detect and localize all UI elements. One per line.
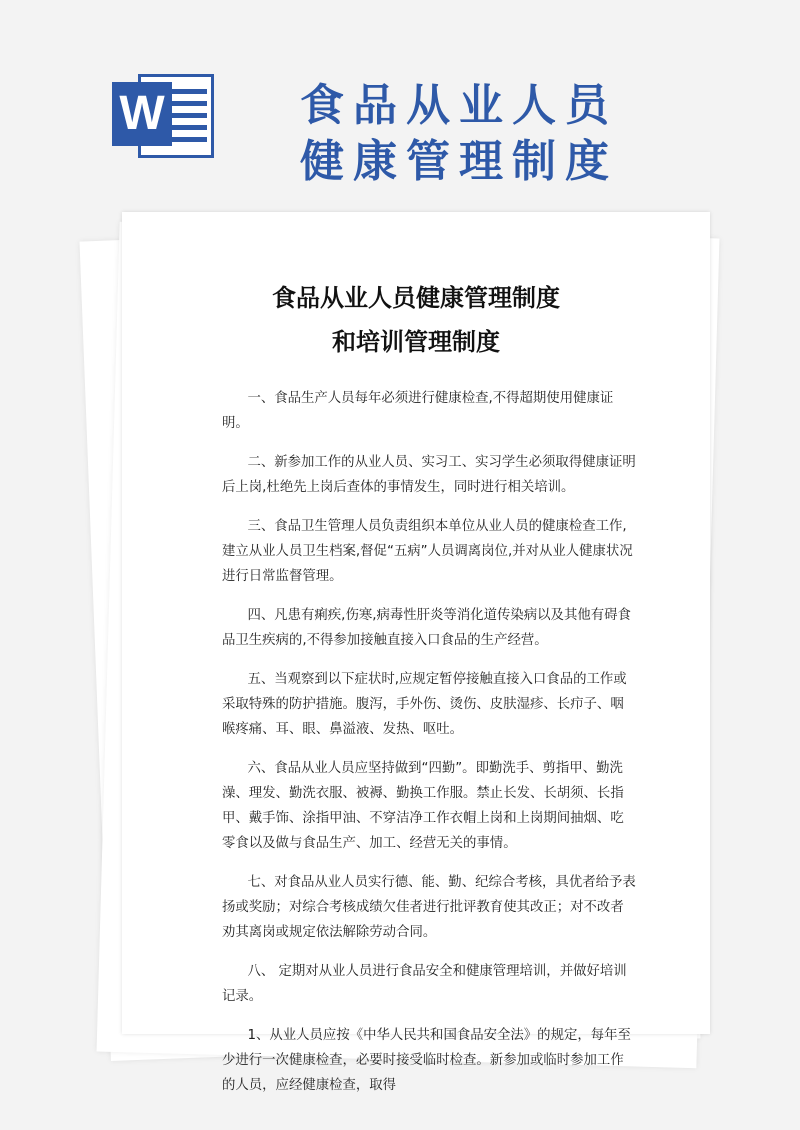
document-page [122, 212, 710, 1093]
paragraph-5: 五、当观察到以下症状时,应规定暂停接触直接入口食品的工作或采取特殊的防护措施。腹泻，手外伤、烫伤、皮肤湿疹、长疖子、咽喉疼痛、耳、眼、鼻溢液、发热、呕吐。 [222, 672, 627, 737]
banner-headline [300, 78, 618, 190]
paragraph-2: 二、新参加工作的从业人员、实习工、实习学生必须取得健康证明后上岗,杜绝先上岗后查体的事情发生，同时进行相关培训。 [222, 455, 636, 495]
headline-line-1: 食品从业人员 [300, 80, 618, 131]
paragraph-9: 1、从业人员应按《中华人民共和国食品安全法》的规定，每年至少进行一次健康检查，必要时接受临时检查。新参加或临时参加工作的人员，应经健康检查，取得 [222, 1028, 631, 1093]
document-body [122, 386, 710, 1098]
banner [0, 0, 800, 200]
paragraph-8: 八、 定期对从业人员进行食品安全和健康管理培训，并做好培训记录。 [222, 964, 627, 1004]
paragraph-7: 七、对食品从业人员实行德、能、勤、纪综合考核，具优者给予表扬或奖励；对综合考核成绩欠佳者进行批评教育使其改正；对不改者劝其离岗或规定依法解除劳动合同。 [222, 875, 636, 940]
headline-line-2: 健康管理制度 [300, 136, 618, 187]
paragraph-3: 三、食品卫生管理人员负责组织本单位从业人员的健康检查工作,建立从业人员卫生档案,督促“五病”人员调离岗位,并对从业人健康状况进行日常监督管理。 [222, 519, 633, 584]
word-document-icon [112, 68, 214, 164]
document-title-line-1: 食品从业人员健康管理制度 [272, 284, 560, 312]
paragraph-4: 四、凡患有痢疾,伤寒,病毒性肝炎等消化道传染病以及其他有碍食品卫生疾病的,不得参加接触直接入口食品的生产经营。 [222, 608, 631, 648]
word-letter-badge: W [112, 82, 172, 146]
document-title [122, 276, 710, 364]
paragraph-6: 六、食品从业人员应坚持做到“四勤”。即勤洗手、剪指甲、勤洗澡、理发、勤洗衣服、被褥、勤换工作服。禁止长发、长胡须、长指甲、戴手饰、涂指甲油、不穿洁净工作衣帽上岗和上岗期间抽烟、吃零食以及做与食品生产、加工、经营无关的事情。 [222, 761, 624, 851]
paragraph-1: 一、食品生产人员每年必须进行健康检查,不得超期使用健康证明。 [222, 391, 614, 431]
document-title-line-2: 和培训管理制度 [332, 328, 500, 356]
